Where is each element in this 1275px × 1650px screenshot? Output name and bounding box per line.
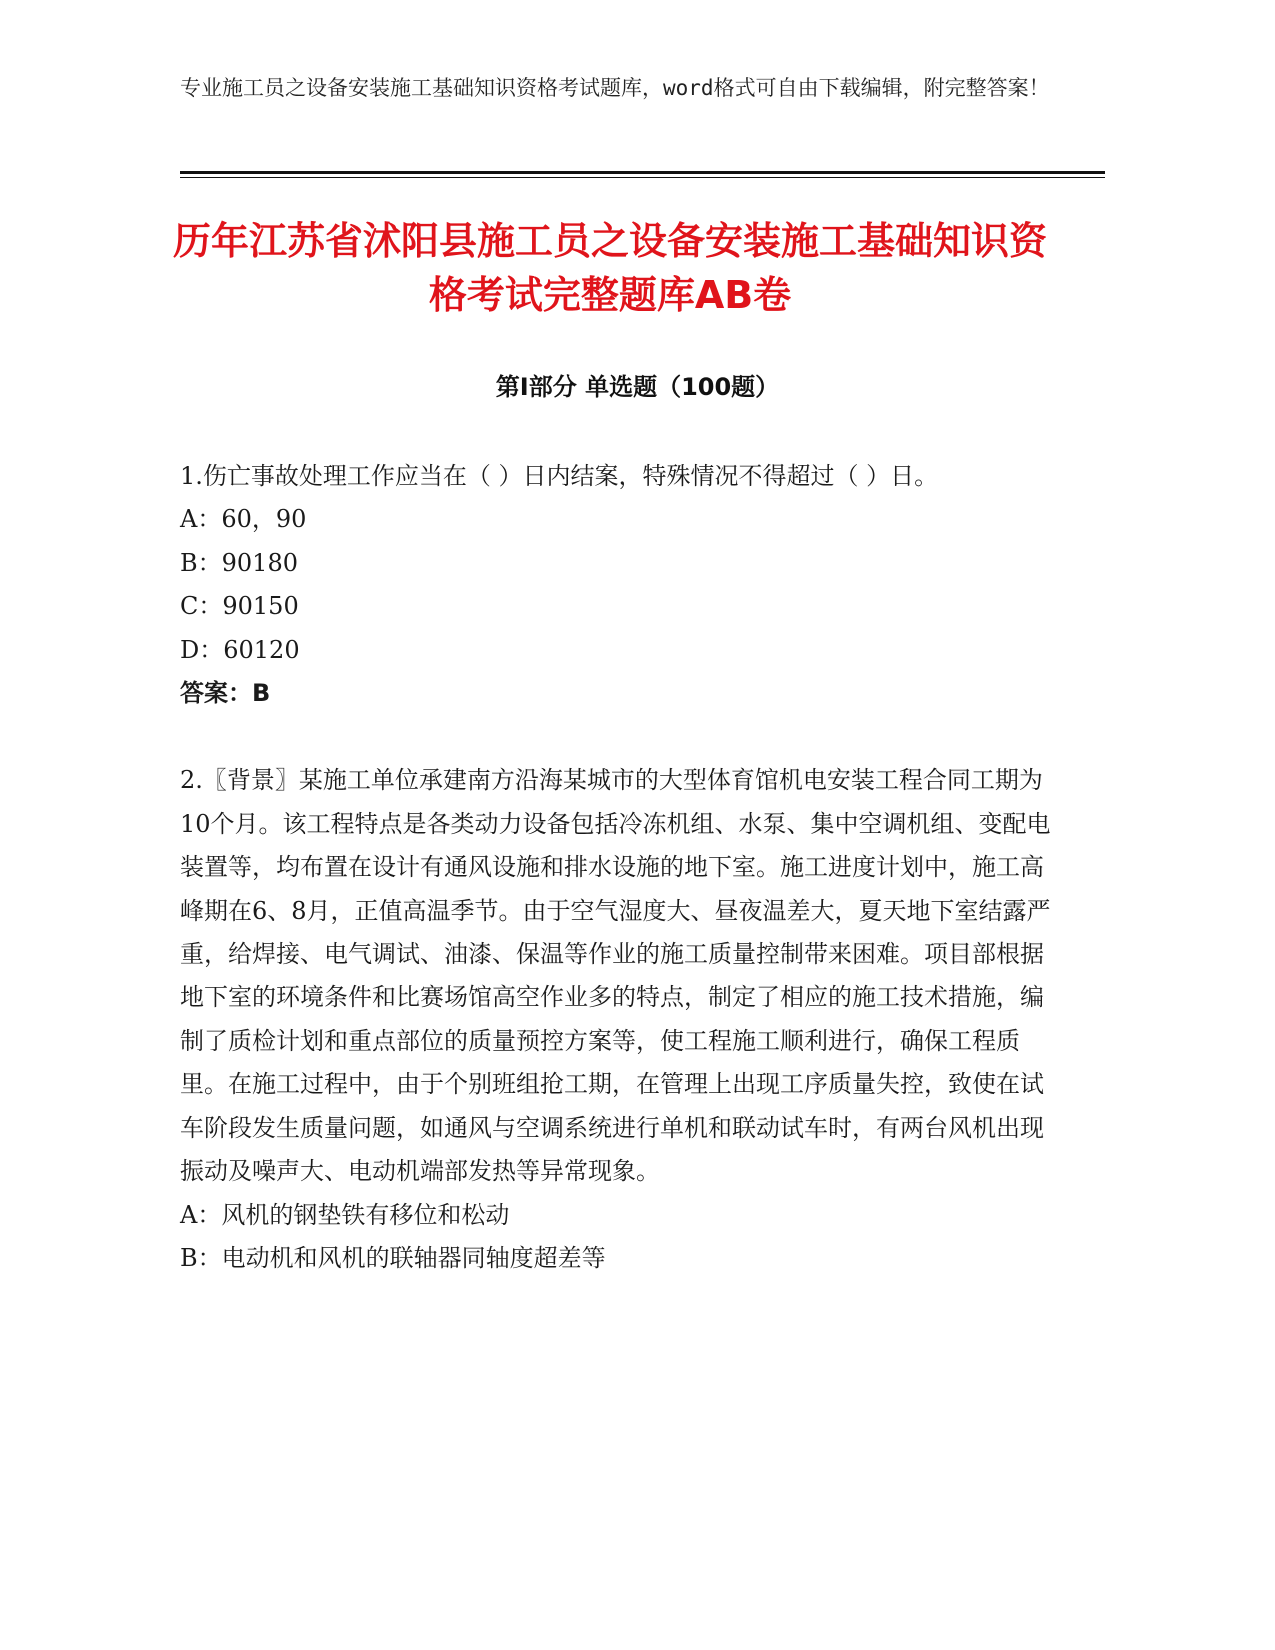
question-stem: 1.伤亡事故处理工作应当在（ ）日内结案，特殊情况不得超过（ ）日。 bbox=[180, 462, 939, 490]
header-note: 专业施工员之设备安装施工基础知识资格考试题库，word格式可自由下载编辑，附完整答案！ bbox=[180, 76, 1050, 100]
answer-line: 答案：B bbox=[180, 679, 271, 708]
question-list bbox=[180, 455, 1060, 1280]
section-heading: 第Ⅰ部分 单选题（100题） bbox=[495, 373, 780, 401]
option-d: D：60120 bbox=[180, 635, 300, 664]
option-a: A：60，90 bbox=[180, 505, 307, 534]
question-stem: 2.〖背景〗某施工单位承建南方沿海某城市的大型体育馆机电安装工程合同工期为10个月。该工程特点是各类动力设备包括冷冻机组、水泵、集中空调机组、变配电装置等，均布置在设计有通风设施和排水设施的地下室。施工进度计划中，施工高峰期在6、8月，正值高温季节。由于空气湿度大、昼夜温差大，夏天地下室结露严重，给焊接、电气调试、油漆、保温等作业的施工质量控制带来困难。项目部根据地下室的环境条件和比赛场馆高空作业多的特点，制定了相应的施工技术措施，编制了质检计划和重点部位的质量预控方案等，使工程施工顺利进行，确保工程质里。在施工过程中，由于个别班组抢工期，在管理上出现工序质量失控，致使在试车阶段发生质量问题，如通风与空调系统进行单机和联动试车时，有两台风机出现振动及噪声大、电动机端部发热等异常现象。 bbox=[180, 766, 1051, 1186]
option-a: A：风机的钢垫铁有移位和松动 bbox=[180, 1200, 510, 1229]
option-b: B：电动机和风机的联轴器同轴度超差等 bbox=[180, 1243, 606, 1272]
question-spacer bbox=[180, 715, 1060, 759]
header-divider-thin bbox=[180, 177, 1105, 178]
document-title: 历年江苏省沭阳县施工员之设备安装施工基础知识资格考试完整题库AB卷 bbox=[172, 219, 1047, 317]
question-item bbox=[180, 455, 1060, 715]
option-c: C：90150 bbox=[180, 592, 299, 621]
option-b: B：90180 bbox=[180, 548, 298, 577]
question-item bbox=[180, 759, 1060, 1280]
header-divider-thick bbox=[180, 171, 1105, 174]
